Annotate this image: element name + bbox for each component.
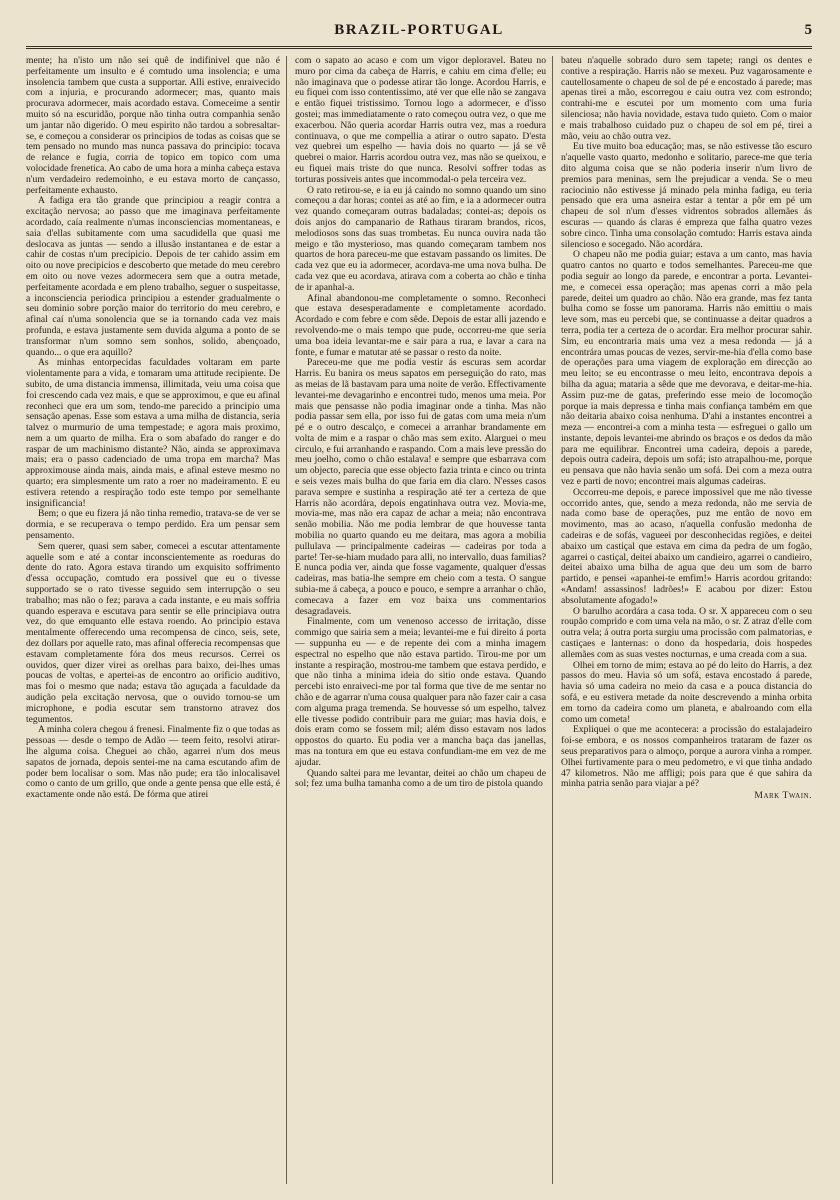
- text-columns: [26, 56, 812, 1184]
- paragraph: bateu n'aquelle sobrado duro sem tapete; rangi os dentes e contive a respiração. Harris não se mexeu. Puz vagarosamente e cautellosamente o chapeu de sol de pé e encostado á parede; mas apenas tirei a mão, escorregou e caiu outra vez com estrondo; contrahi-me e escutei por um momento com uma furia silenciosa; não havia novidade, estava tudo quieto. Com o maior e mais trabalhoso cuidado puz o chapeu de sol em pé, tirei a mão, veiu ao chão outra vez.: [561, 56, 812, 142]
- paragraph: A fadiga era tão grande que principiou a reagir contra a excitação nervosa; ao passo que me imaginava perfeitamente acordado, caía realmente n'umas inconsciencias momentaneas, e saia d'ellas subitamente com uma sacudidella que quasi me deslocava as juntas — sendo a illusão instantanea e de estar a cahir de costas n'um precipicio. Depois de ter cahido assim em oito ou nove precipicios e descoberto que metade do meu cerebro em oito ou nove vezes adormecera sem que a outra metade, perfeitamente acordada e em pleno trabalho, seguer o suspeitasse, a inconsciencia periodica principiou a estender gradualmente o seu dominio sobre porção maior do territorio do meu cerebro, e afinal caí n'uma sonolencia que se ia tornando cada vez mais profunda, e estava justamente sem duvida alguma a ponto de se transformar n'um somno sem sonhos, solido, abençoado, quando... o que era aquillo?: [26, 195, 280, 358]
- column-3: [552, 56, 812, 1184]
- paragraph: Quando saltei para me levantar, deitei ao chão um chapeu de sol; fez uma bulha tamanha como a de um tiro de pistola quando: [295, 767, 546, 790]
- paragraph: Occorreu-me depois, e parece impossivel que me não tivesse occorrido antes, que, sendo a meza redonda, não me servia de nada como base de operações, puz me então de novo em movimento, mas ao acaso, n'aquella confusão medonha de cadeiras e de sofás, vagueei por desconhecidas regiões, e deitei abaixo um castiçal que estava em cima da pedra de um fogão, agarrei o castiçal, deitei abaixo um candieiro, agarrei o candieiro, deitei abaixo uma bilha de agua que deu um som de barro partido, e pensei «apanhei-te emfim!» Harris acordou gritando: «Andam! assassinos! ladrões!» E acabou por dizer: Estou absolutamente afogado!»: [561, 486, 812, 606]
- paragraph: Finalmente, com um venenoso accesso de irritação, disse commigo que sairia sem a meia; levantei-me e fui direito á porta — suppunha eu — e de repente dei com a minha imagem espectral no espelho que não estava partido. Tirou-me por um instante a respiração, mostrou-me tambem que estava perdido, e que não tinha a minima ideia do sitio onde estava. Quando percebi isto enraiveci-me por tal forma que tive de me sentar no chão e de agarrar n'uma cousa qualquer para não fazer cair a casa com alguma praga tremenda. Se houvesse só um espelho, talvez elle tivesse podido contribuir para me guiar; mas havia dois, e dois eram como se fossem mil; além disso estavam nos lados oppostos do quarto. Eu podia ver a mancha baça das janellas, mas na tontura em que eu estava confundiam-me em vez de me ajudar.: [295, 616, 546, 768]
- author-signature: Mark Twain.: [754, 790, 812, 802]
- header-rule: [26, 46, 812, 49]
- paragraph: Olhei em torno de mim; estava ao pé do leito do Harris, a dez passos do meu. Havia só um sofá, estava encostado á parede, havia só uma cadeira no meio da casa e a pouca distancia do sofá, e eu estivera metade da noite descrevendo a minha orbita em torno da cadeira como um planeta, e abalroando com ella como um cometa!: [561, 659, 812, 725]
- paragraph: A minha colera chegou á frenesi. Finalmente fiz o que todas as pessoas — desde o tempo de Adão — teem feito, resolvi atirar-lhe alguma coisa. Cheguei ao chão, agarrei n'um dos meus sapatos de jornada, depois sentei-me na cama escutando afim de poder bem localisar o som. Mas não pude; era tão inlocalisavel como o canto de um grillo, que onde a gente pensa que elle está, é exactamente onde não está. De fórma que atirei: [26, 724, 280, 801]
- column-1: [26, 56, 280, 1184]
- publication-title: BRAZIL-PORTUGAL: [334, 22, 504, 38]
- paragraph: O barulho acordára a casa toda. O sr. X appareceu com o seu roupão comprido e com uma vela na mão, o sr. Z atraz d'elle com outra vela; á outra porta surgiu uma procissão com palmatorias, e castiçaes e lanternas: o dono da hospedaria, dois hospedes allemães com as suas vestes nocturnas, e uma creada com a sua.: [561, 605, 812, 660]
- paragraph: O chapeu não me podia guiar; estava a um canto, mas havia quatro cantos no quarto e todos semelhantes. Pareceu-me que podia seguir ao longo da parede, e encontrar a porta. Levantei-me, e comecei essa operação; mas apenas corri a mão pela parede, deitei um quadro ao chão. Não era grande, mas fez tanta bulha como se fosse um panorama. Harris não emittiu o mais leve som, mas eu percebi que, se continuasse a deitar quadros a terra, podia ter a certeza de o acordar. Era melhor procurar sahir. Sim, eu encontraria mais uma vez a mesa redonda — já a encontrára umas poucas de vezes, servir-me-hia d'ella como base de operações para uma viagem de exploração em direcção ao meu leito; se eu encontrasse o meu leito, encontrava depois a bilha da agua; mataria a sêde que me devorava, e deitar-me-hia. Assim puz-me de gatas, preferindo esse meio de locomoção porque ia mais depressa e tinha mais confiança também em que não deitaria abaixo coisa nenhuma. D'ahi a instantes encontrei a meza — encontrei-a com a minha testa — esfreguei o gallo um instante, depois levantei-me abrindo os braços e os dedos da mão para me equilibrar. Encontrei uma cadeira, depois a parede, depois outra cadeira, depois um sofá; isto atrapalhou-me, porque eu pensava que não havia senão um sofá. Dei com a meza outra vez e parti de novo; encontrei mais algumas cadeiras.: [561, 249, 812, 488]
- paragraph: As minhas entorpecidas faculdades voltaram em parte violentamente para a vida, e tomaram uma attitude recipiente. De subito, de uma distancia immensa, illimitada, veiu uma coisa que foi crescendo cada vez mais, e que se approximou, e que eu afinal reconheci que era um som, tendo-me parecido a principio uma sensação apenas. Esse som estava a uma milha de distancia, seria talvez o murmurio de uma tempestade; e agora mais proximo, nem a um quarto de milha. Era o som abafado do ranger e do raspar de um machinismo distante? Não, ainda se approximava mais; era o passo cadenciado de uma tropa em marcha? Mas approximouse ainda mais, ainda mais, e afinal esteve mesmo no quarto; era simplesmente um rato a roer no madeiramento. E eu estivera retendo a respiração todo este tempo por semelhante insignificancia!: [26, 357, 280, 509]
- paragraph: Sem querer, quasi sem saber, comecei a escutar attentamente aquelle som e até a contar inconscientemente as roeduras do dente do rato. Agora estava tirando um exquisito soffrimento d'essa occupação, comtudo era possivel que eu o tivesse supportado se o rato tivesse seguido sem interrupção o seu trabalho; mas não o fez; parava a cada instante, e eu mais soffria quando esperava e escutava para sentir se elle principiava outra vez, do que emquanto elle estava roendo. Ao principio estava mentalmente offerecendo uma recompensa de cinco, seis, sete, dez dollars por aquelle rato, mas afinal offerecia recompensas que estavam completamente fóra dos meus recursos. Cerrei os ouvidos, quer dizer virei as orelhas para baixo, dei-lhes umas poucas de voltas, e apertei-as de encontro ao orificio auditivo, mas foi o mesmo que nada; estava tão aguçada a faculdade da audição pela excitação nervosa, que o ouvido tornou-se um microphone, e podia escutar sem transtorno atravez dos tegumentos.: [26, 540, 280, 725]
- paragraph: Pareceu-me que me podia vestir ás escuras sem acordar Harris. Eu banira os meus sapatos em perseguição do rato, mas as meias de lã bastavam para uma noite de verão. Effectivamente levantei-me devagarinho e encontrei tudo, menos uma meia. Por mais que pensasse não podia imaginar onde a tinha. Mas não podia passar sem ella, por isso fui de gatas com uma meia n'um pé e o outro descalço, e comecei a arranhar brandamente em volta de mim e a raspar o chão mas sem exito. Alarguei o meu circulo, e fui arranhando e raspando. Com a mais leve pressão do meu joelho, como o chão estalava! e sempre que esbarrava com um objecto, parecia que esse objecto fazia trinta e cinco ou trinta e seis vezes mais bulha do que faria em dia claro. N'esses casos parava sempre e sustinha a respiração até ter a certeza de que Harris não acordára, depois engatinhava outra vez. Movia-me, movia-me, mas não era capaz de achar a meia; não encontrava senão mobilia. Não me podia lembrar de que houvesse tanta mobilia no quarto quando eu me deitara, mas agora a mobilia pullulava — principalmente cadeiras — cadeiras por toda a parte! Ter-se-hiam mudado para alli, no intervallo, duas familias? E nunca podia ver, ainda que fosse vagamente, qualquer d'essas cadeiras, mas batia-lhe sempre em cheio com a testa. O sangue subia-me á cabeça, a pouco e pouco, e sempre a arranhar o chão, comecava a fazer em voz baixa uns commentarios desagradaveis.: [295, 357, 546, 617]
- paragraph: com o sapato ao acaso e com um vigor deploravel. Bateu no muro por cima da cabeça de Harris, e cahiu em cima d'elle; eu não imaginava que o podesse atirar tão longe. Acordou Harris, e eu fiquei com isso contentissimo, até ver que elle não se zangava e então fiquei tristissimo. Tornou logo a adormecer, e d'isso gostei; mas immediatamente o rato começou outra vez, o que me exacerbou. Não queria acordar Harris outra vez, mas a roedura continuava, o que me compellia a atirar o outro sapato. D'esta vez quebrei um espelho — havia dois no quarto — já se vê quebrei o maior. Harris acordou outra vez, mas não se queixou, e eu fiquei mais triste do que nunca. Resolvi soffrer todas as torturas possiveis antes que incommodal-o pela terceira vez.: [295, 56, 546, 185]
- paragraph: Expliquei o que me acontecera: a procissão do estalajadeiro foi-se embora, e os nossos companheiros trataram de fazer os seus preparativos para o almoço, porque a aurora vinha a romper. Olhei furtivamente para o meu pedometro, e vi que tinha andado 47 kilometros. Não me affligi; pois para que é que sahira da minha patria senão para viajar a pé?: [561, 724, 812, 790]
- column-2: [286, 56, 546, 1184]
- paragraph: Afinal abandonou-me completamente o somno. Reconheci que estava desesperadamente e completamente acordado. Acordado e com febre e com sêde. Depois de estar alli jazendo e revolvendo-me o mais tempo que pude, occorreu-me que seria uma boa ideia levantar-me e sair para a rua, e lavar a cara na fonte, e fumar e matutar até se passar o resto da noite.: [295, 292, 546, 358]
- paragraph: Bem; o que eu fizera já não tinha remedio, tratava-se de ver se dormia, e se recuperava o tempo perdido. Era um pensar sem pensamento.: [26, 508, 280, 542]
- page-header: [26, 22, 812, 44]
- paragraph: O rato retirou-se, e ia eu já caindo no somno quando um sino começou a dar horas; contei as até ao fim, e ia a adormecer outra vez quando começaram outras badaladas; contei-as; depois os dois anjos do campanario de Rathaus tiraram brandos, ricos, melodiosos sons das suas trombetas. Eu nunca ouvira nada tão meigo e tão mysterioso, mas quando começaram tambem nos quartos de hora pareceu-me que estavam passando os limites. De cada vez que eu ia adormecer, acordava-me uma nova bulha. De cada vez que eu acordava, atirava com a coberta ao chão e tinha de ir apanhal-a.: [295, 184, 546, 293]
- paragraph: Eu tive muito boa educação; mas, se não estivesse tão escuro n'aquelle vasto quarto, medonho e solitario, parece-me que teria dito alguma coisa que se não poderia inserir n'um livro de premios para meninas, sem lhe prejudicar a venda. Se o meu raciocinio não estivesse já minado pela minha fadiga, eu teria pensado que era uma asneira estar a tentar a pôr em pé um chapeu de sol n'um d'esses vidrentos sobrados allemães ás escuras — quando ás claras é empreza que falha quatro vezes sobre cinco. Tinha uma consolação comtudo: Harris estava ainda silencioso e socegado. Não acordára.: [561, 141, 812, 250]
- paragraph: mente; ha n'isto um não sei quê de indifinivel que não é perfeitamente um insulto e é comtudo uma insolencia; e uma insolencia tambem que custa a supportar. Alli estive, enraivecido com a injuria, e procurando adormecer; mas, quanto mais procurava adormecer, mais acordado estava. Comeceime a sentir muito só na escuridão, porque não tinha outra companhia senão um jantar não digerido. O meu espirito não tardou a sobresaltar-se, e começou a considerar os principios de todas as coisas que se tem pensado no mundo mas nunca passava do principio: tocava de relance e fugia, corria de topico em topico com uma volocidade frenetica. Ao cabo de uma hora a minha cabeça estava n'um verdadeiro redemoinho, e eu estava morto de cançasso, perfeitamente exhausto.: [26, 56, 280, 196]
- page-number: 5: [804, 22, 812, 38]
